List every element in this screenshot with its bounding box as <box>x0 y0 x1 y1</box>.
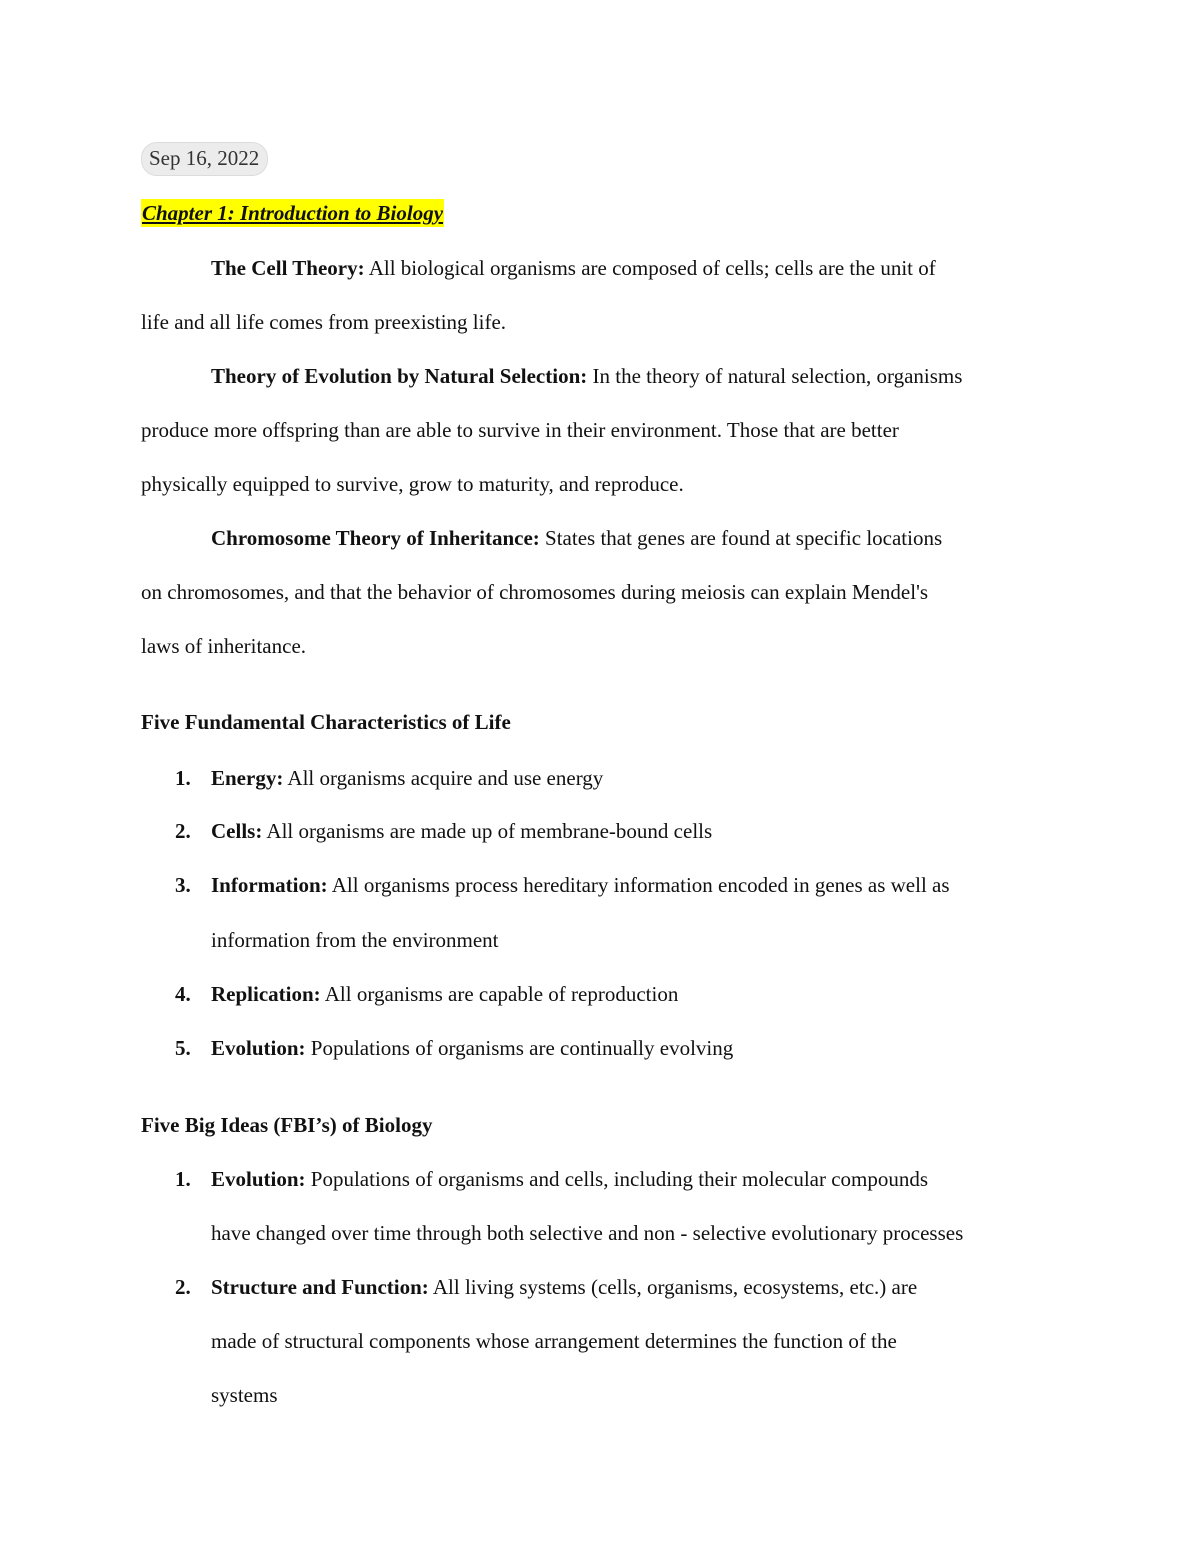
chromosome-theory-line1 <box>211 524 942 552</box>
list-number: 5. <box>175 1036 191 1060</box>
list-item-term: Replication: <box>211 982 321 1006</box>
list-item-text: All living systems (cells, organisms, ecosystems, etc.) are <box>428 1275 918 1299</box>
list-item-term: Information: <box>211 873 328 897</box>
cell-theory-line2: life and all life comes from preexisting life. <box>141 310 507 334</box>
list-item-term: Cells: <box>211 819 263 843</box>
chromosome-theory-term: Chromosome Theory of Inheritance: <box>211 526 540 550</box>
list-item-text: Populations of organisms are continually evolving <box>305 1036 734 1060</box>
natural-selection-text: In the theory of natural selection, organisms <box>587 364 963 388</box>
cell-theory-line1 <box>211 254 936 282</box>
list-item <box>211 1273 917 1301</box>
list-item-text: All organisms are made up of membrane-bound cells <box>262 819 713 843</box>
natural-selection-line2: produce more offspring than are able to survive in their environment. Those that are better <box>141 418 899 442</box>
list-number: 1. <box>175 1167 191 1191</box>
list-item-continuation: have changed over time through both selective and non - selective evolutionary processes <box>211 1221 964 1245</box>
list-item-text: Populations of organisms and cells, including their molecular compounds <box>305 1167 929 1191</box>
list-item-term: Evolution: <box>211 1036 306 1060</box>
list-item <box>211 817 712 845</box>
natural-selection-line3: physically equipped to survive, grow to maturity, and reproduce. <box>141 472 684 496</box>
list-number: 3. <box>175 873 191 897</box>
list-item-text: All organisms acquire and use energy <box>283 766 604 790</box>
list-item-continuation: information from the environment <box>211 928 499 952</box>
list-item <box>211 1165 928 1193</box>
list-item <box>211 764 603 792</box>
list-number: 2. <box>175 819 191 843</box>
list-item-term: Structure and Function: <box>211 1275 429 1299</box>
cell-theory-term: The Cell Theory: <box>211 256 365 280</box>
list-item-term: Energy: <box>211 766 284 790</box>
list-number: 2. <box>175 1275 191 1299</box>
list-item-term: Evolution: <box>211 1167 306 1191</box>
chromosome-theory-text: States that genes are found at specific locations <box>539 526 943 550</box>
list-item <box>211 871 950 899</box>
list-item-continuation: systems <box>211 1383 278 1407</box>
list-number: 4. <box>175 982 191 1006</box>
natural-selection-term: Theory of Evolution by Natural Selection: <box>211 364 588 388</box>
characteristics-heading: Five Fundamental Characteristics of Life <box>141 710 511 734</box>
list-number: 1. <box>175 766 191 790</box>
cell-theory-text: All biological organisms are composed of cells; cells are the unit of <box>364 256 936 280</box>
chromosome-theory-line2: on chromosomes, and that the behavior of chromosomes during meiosis can explain Mendel's <box>141 580 929 604</box>
list-item <box>211 980 678 1008</box>
natural-selection-line1 <box>211 362 962 390</box>
list-item-continuation: made of structural components whose arrangement determines the function of the <box>211 1329 897 1353</box>
list-item <box>211 1034 733 1062</box>
chapter-title: Chapter 1: Introduction to Biology <box>142 201 444 225</box>
list-item-text: All organisms are capable of reproduction <box>320 982 679 1006</box>
date-chip[interactable]: Sep 16, 2022 <box>141 142 268 176</box>
big-ideas-heading: Five Big Ideas (FBI’s) of Biology <box>141 1113 433 1137</box>
chromosome-theory-line3: laws of inheritance. <box>141 634 307 658</box>
list-item-text: All organisms process hereditary information encoded in genes as well as <box>327 873 950 897</box>
